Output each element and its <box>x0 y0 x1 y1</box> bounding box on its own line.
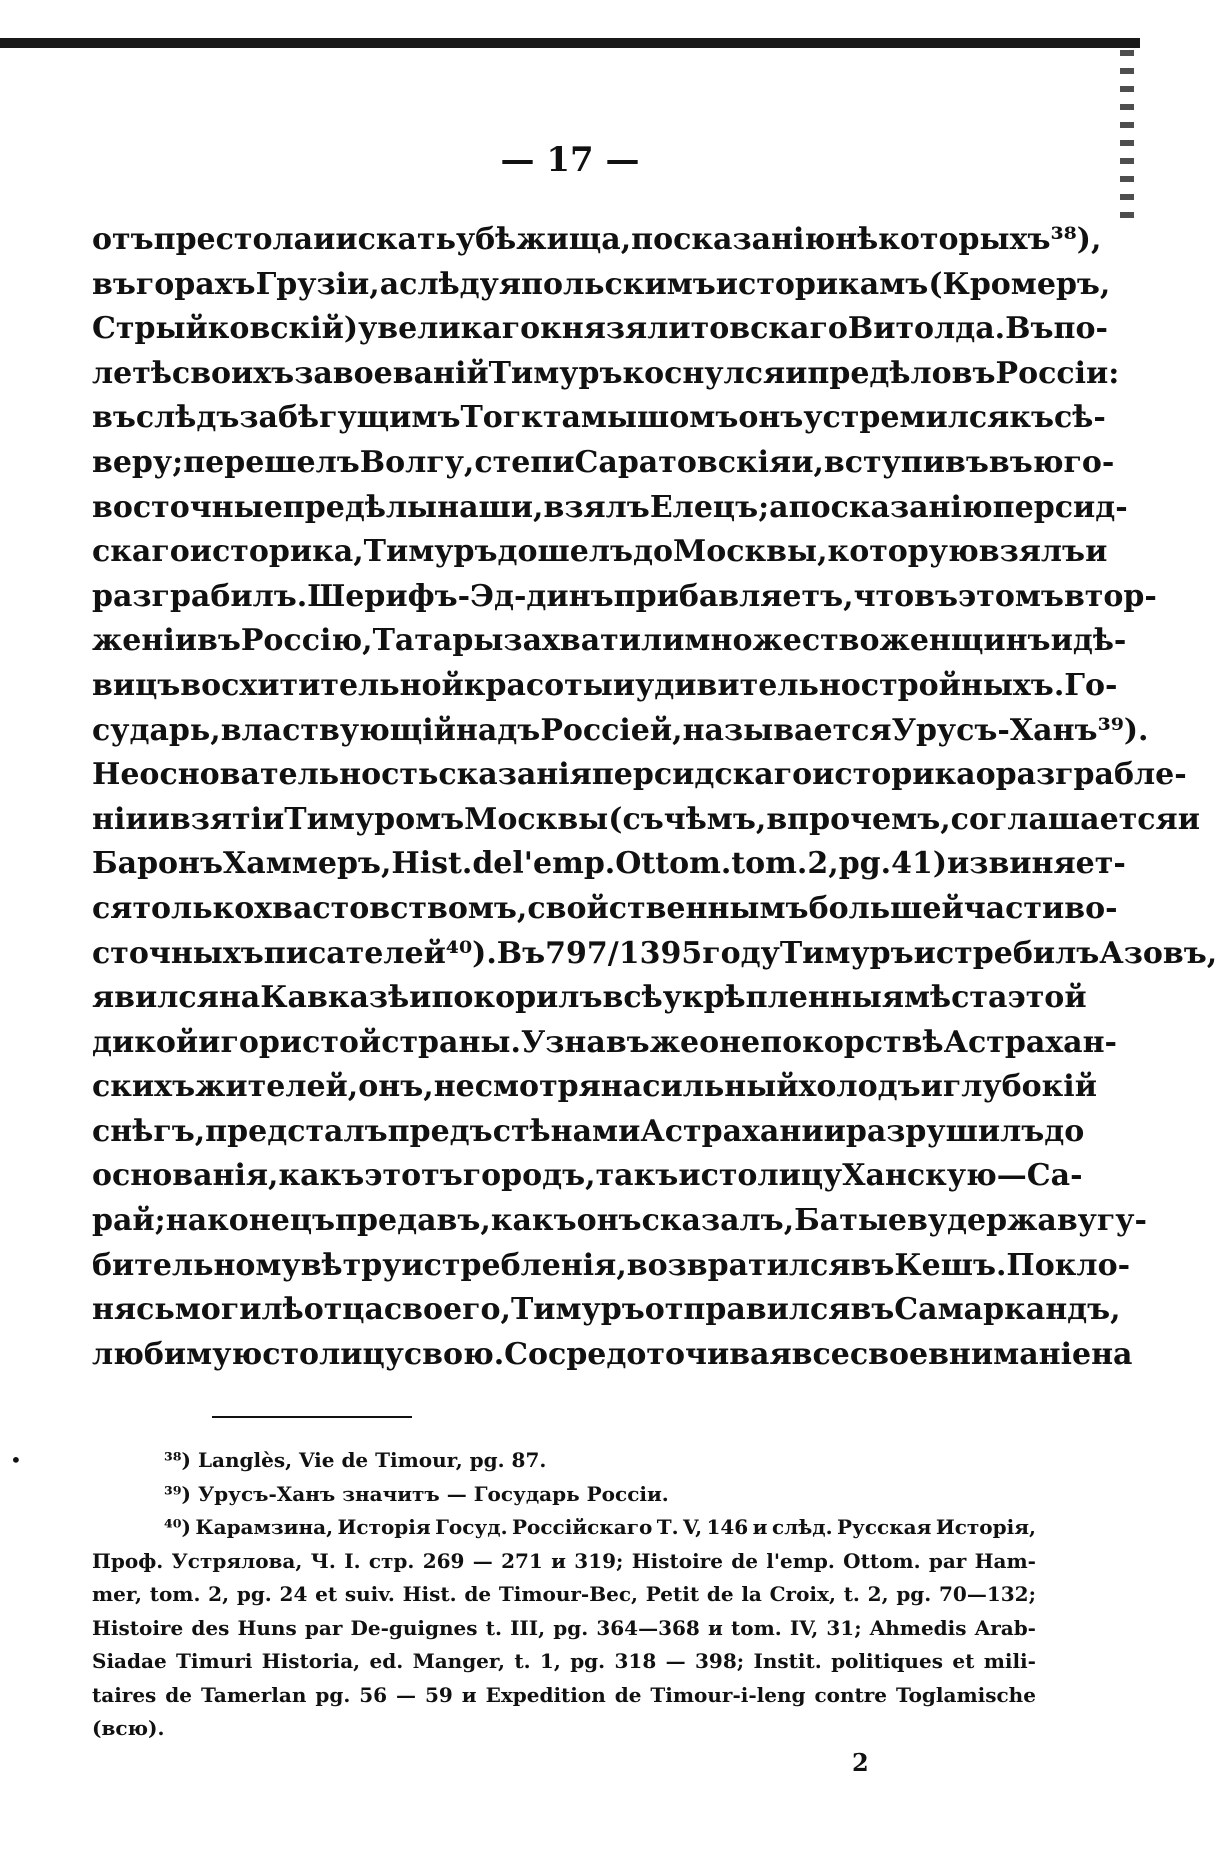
footnote-line: Проф. Устрялова, Ч. I. стр. 269 — 271 и 319; Histoire de l'emp. Ottom. par Ham- <box>92 1548 1036 1573</box>
text-line: ніи и взятіи Тимуромъ Москвы (съ чѣмъ, впрочемъ, соглашается и <box>92 801 1200 837</box>
text-line: скихъ жителей, онъ, несмотря на сильный холодъ и глубокій <box>92 1069 1097 1105</box>
text-line: въ слѣдъ за бѣгущимъ Тогктамышомъ онъ устремился къ сѣ- <box>92 400 1106 436</box>
text-line: снѣгъ, предсталъ предъ стѣнами Астрахани и разрушилъ до <box>92 1113 1085 1149</box>
footnote-line: Histoire des Huns par De-guignes t. III, pg. 364—368 и tom. IV, 31; Ahmedis Arab- <box>92 1615 1036 1640</box>
signature-mark: 2 <box>852 1748 869 1777</box>
text-line: рай; наконецъ предавъ, какъ онъ сказалъ, Батыеву державу гу- <box>92 1203 1147 1239</box>
footnote-divider <box>212 1416 412 1418</box>
footnote-line: ⁴⁰) Карамзина, Исторія Госуд. Россійскаго Т. V, 146 и слѣд. Русская Исторія, <box>164 1515 1036 1539</box>
text-line: Стрыйковскій) у великаго князя литовскаго Витолда. Въ по- <box>92 311 1108 347</box>
text-line: отъ престола и искать убѣжища, по сказанію нѣкоторыхъ ³⁸), <box>92 222 1102 257</box>
text-line: Неосновательность сказанія персидскаго историка о разграбле- <box>92 757 1187 793</box>
text-line: сударь, властвующій надъ Россіей, называется Урусъ-Ханъ ³⁹). <box>92 712 1149 748</box>
text-line: явился на Кавказѣ и покорилъ всѣ укрѣпленныя мѣста этой <box>92 980 1087 1016</box>
text-line: восточные предѣлы наши, взялъ Елецъ; а по сказанію персид- <box>92 489 1128 525</box>
text-line: веру; перешелъ Волгу, степи Саратовскія и, вступивъ въ юго- <box>92 444 1115 480</box>
text-line: скаго историка, Тимуръ дошелъ до Москвы, которую взялъ и <box>92 534 1108 570</box>
footnote-line: taires de Tamerlan pg. 56 — 59 и Expedition de Timour-i-leng contre Toglamische <box>92 1682 1036 1707</box>
text-line: Баронъ Хаммеръ, Hist. de l'emp. Ottom. tom. 2, pg. 41) извиняет- <box>92 846 1126 882</box>
text-line: въ горахъ Грузіи, а слѣдуя польскимъ историкамъ (Кромеръ, <box>92 266 1111 302</box>
text-line: летѣ своихъ завоеваній Тимуръ коснулся и предѣловъ Россіи: <box>92 355 1120 391</box>
text-line: любимую столицу свою. Сосредоточивая все свое вниманіе на <box>92 1336 1133 1372</box>
page-number: — 17 — <box>500 140 640 180</box>
text-line: дикой и гористой страны. Узнавъ же о непокорствѣ Астрахан- <box>92 1024 1117 1060</box>
margin-bullet: • <box>10 1448 22 1472</box>
text-line: основанія, какъ этотъ городъ, такъ и столицу Ханскую — Са- <box>92 1158 1083 1194</box>
footnote-line: mer, tom. 2, pg. 24 et suiv. Hist. de Timour-Bec, Petit de la Croix, t. 2, pg. 70—132; <box>92 1582 1036 1606</box>
footnote-line: ³⁸) Langlès, Vie de Timour, pg. 87. <box>164 1448 547 1472</box>
text-line: ся только хвастовствомъ, свойственнымъ большей части во- <box>92 890 1118 926</box>
text-line: вицъ восхитительной красоты и удивительно стройныхъ. Го- <box>92 667 1118 703</box>
text-line: нясь могилѣ отца своего, Тимуръ отправился въ Самаркандъ, <box>92 1292 1121 1328</box>
main-text <box>92 218 1217 1377</box>
text-line: сточныхъ писателей ⁴⁰). Въ 797/1395 году Тимуръ истребилъ Азовъ, <box>92 935 1217 971</box>
footnote-line: (всю). <box>92 1716 165 1740</box>
top-border-rule <box>0 38 1140 48</box>
text-line: разграбилъ. Шерифъ-Эд-динъ прибавляетъ, что въ этомъ втор- <box>92 578 1157 614</box>
footnote-line: ³⁹) Урусъ-Ханъ значитъ — Государь Россіи. <box>164 1481 669 1506</box>
footnote-line: Siadae Timuri Historia, ed. Manger, t. 1, pg. 318 — 398; Instit. politiques et mili- <box>92 1649 1036 1673</box>
text-line: женіи въ Россію, Татары захватили множество женщинъ и дѣ- <box>92 623 1127 659</box>
footnotes <box>92 1444 1036 1746</box>
text-line: бительному вѣтру истребленія, возвратился въ Кешъ. Покло- <box>92 1247 1131 1283</box>
